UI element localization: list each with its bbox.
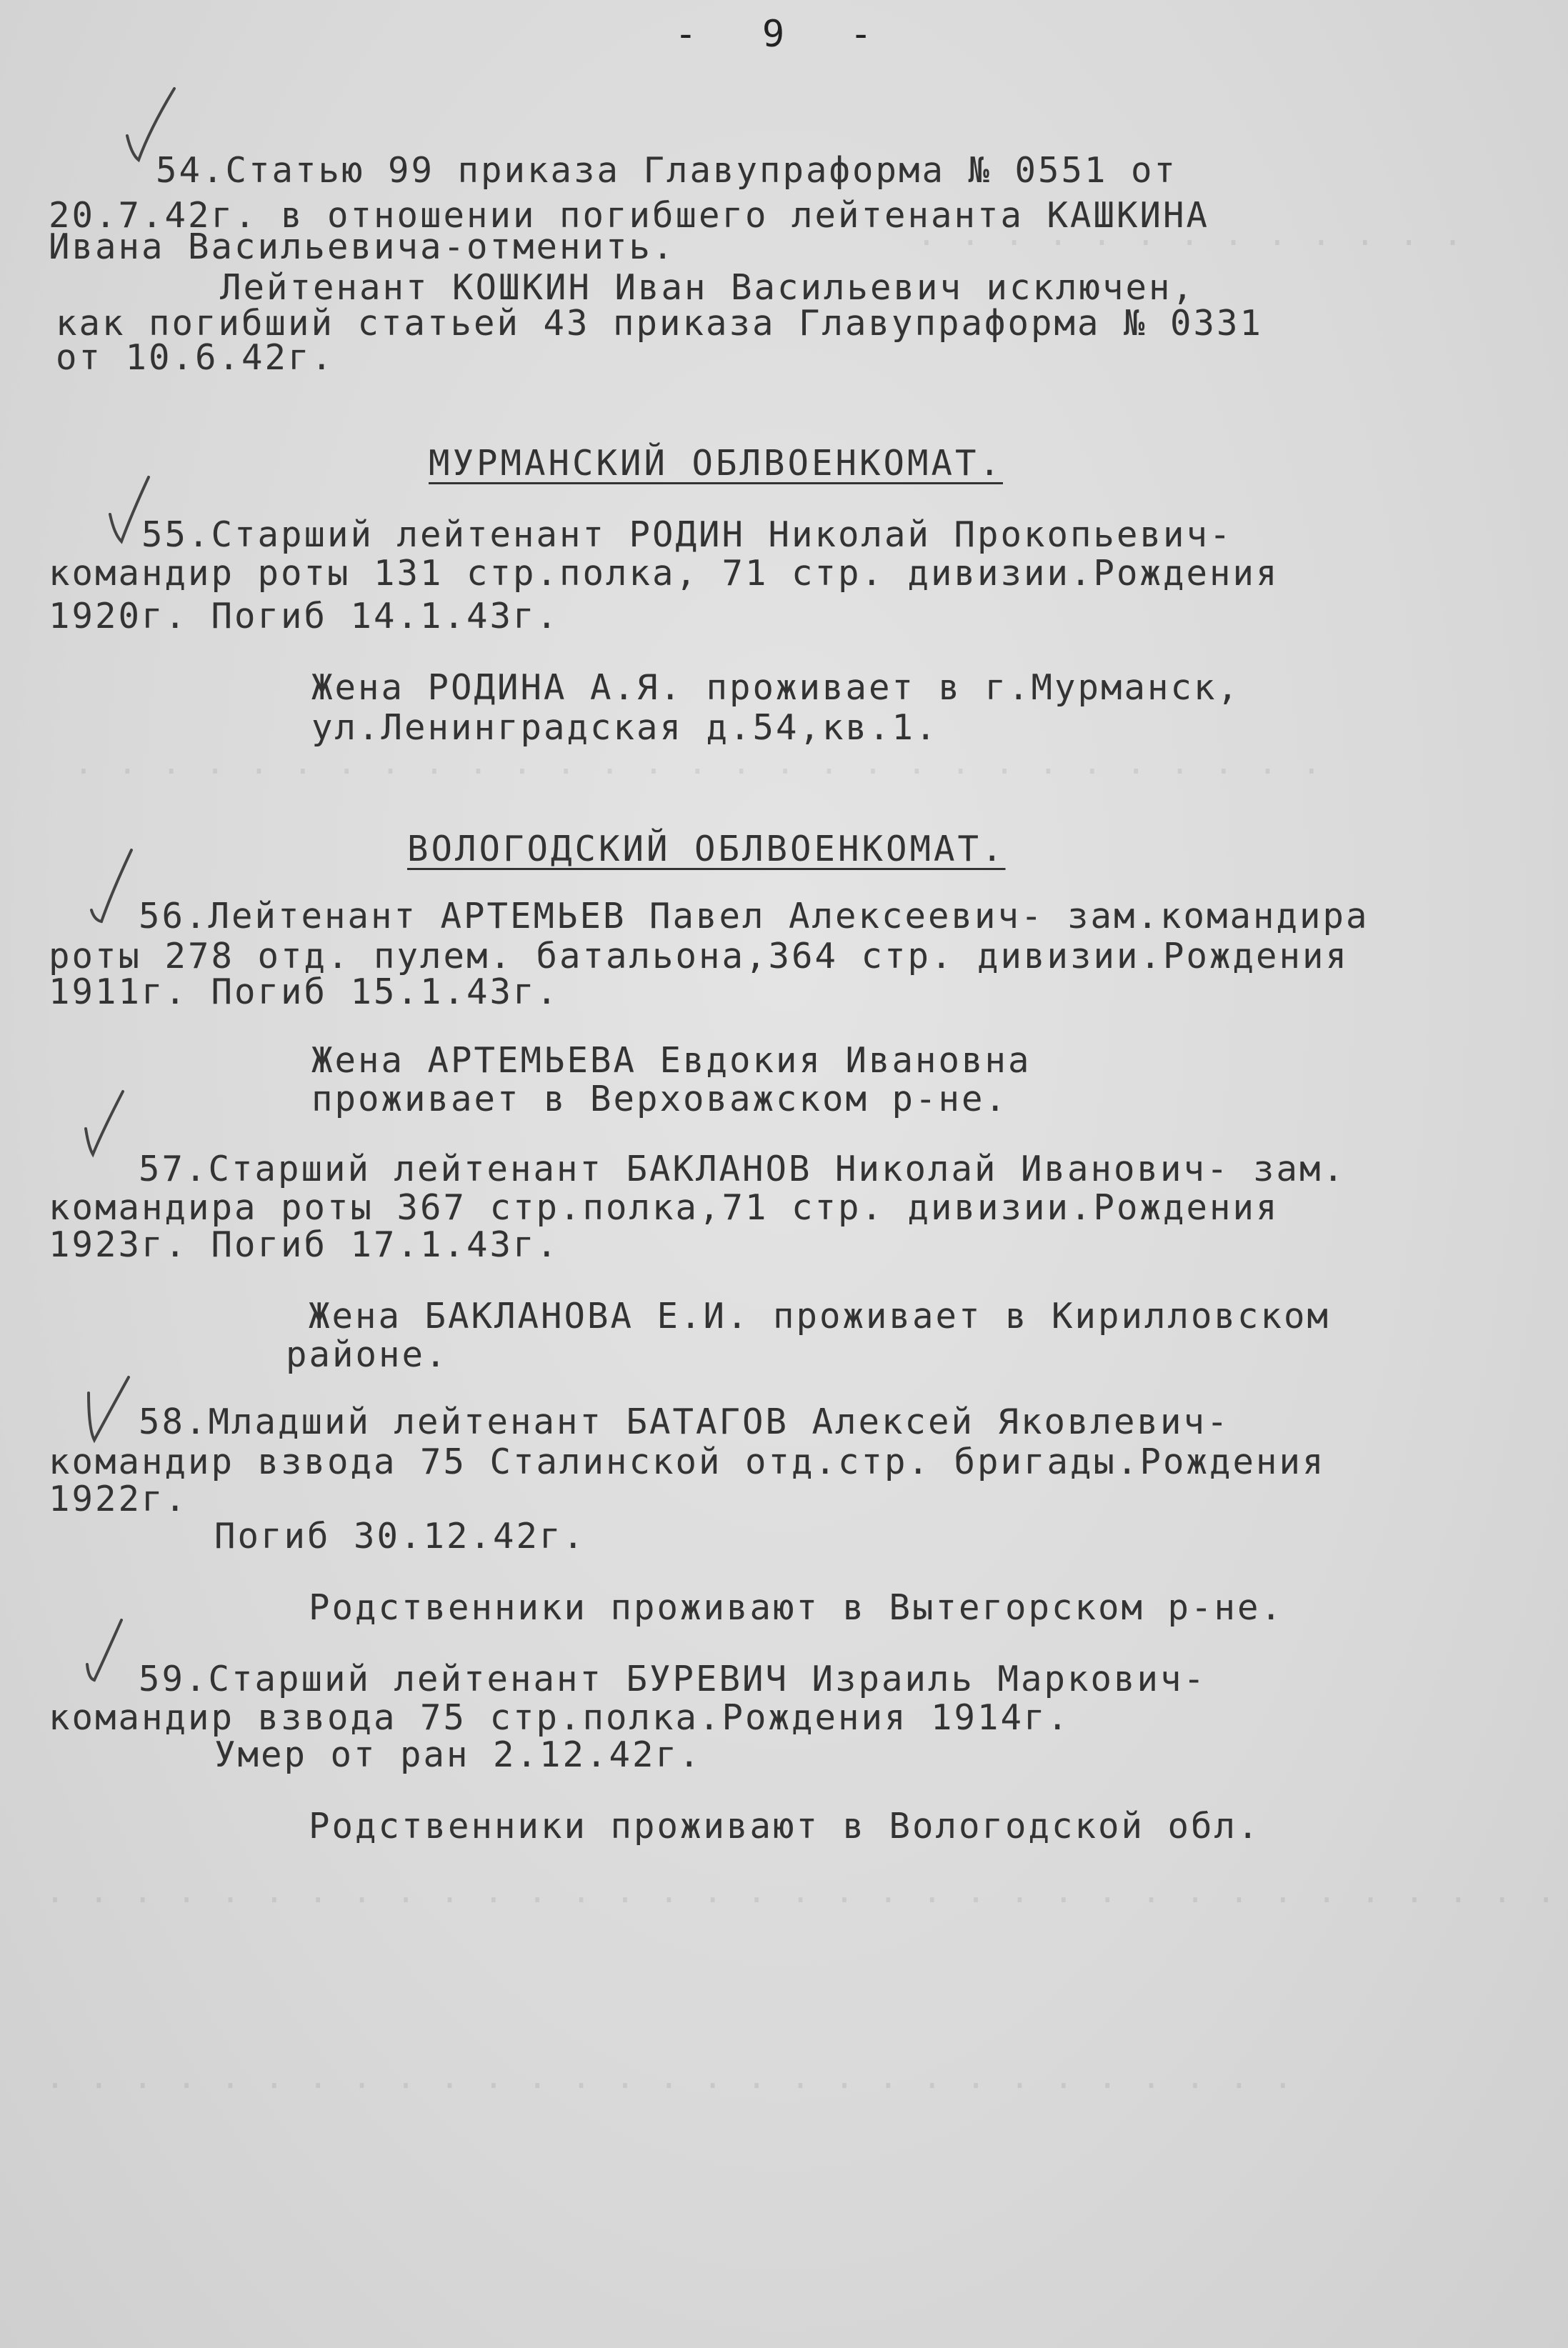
entry-58-line-3: 1922г. [49, 1479, 189, 1519]
entry-57-line-3: 1923г. Погиб 17.1.43г. [49, 1224, 560, 1265]
entry-58-line-5: Родственники проживают в Вытегорском р-не. [309, 1587, 1284, 1628]
entry-54-line-6: от 10.6.42г. [56, 337, 335, 378]
entry-56-line-2: роты 278 отд. пулем. батальона,364 стр. дивизии.Рождения [49, 936, 1349, 976]
checkmark-icon [83, 1372, 147, 1450]
page-number: - 9 - [674, 13, 894, 56]
entry-56-line-4: Жена АРТЕМЬЕВА Евдокия Ивановна [311, 1040, 1032, 1081]
entry-57-line-5: районе. [286, 1334, 449, 1375]
entry-55-line-3: 1920г. Погиб 14.1.43г. [49, 596, 560, 636]
entry-59-line-3: Умер от ран 2.12.42г. [214, 1734, 702, 1775]
entry-57-line-1: 57.Старший лейтенант БАКЛАНОВ Николай Иванович- зам. [139, 1149, 1347, 1189]
entry-58-line-1: 58.Младший лейтенант БАТАГОВ Алексей Яковлевич- [139, 1402, 1230, 1442]
checkmark-icon [79, 1086, 143, 1164]
checkmark-icon [79, 1614, 143, 1693]
section-heading-murmansk: МУРМАНСКИЙ ОБЛВОЕНКОМАТ. [429, 443, 1004, 484]
entry-56-line-3: 1911г. Погиб 15.1.43г. [49, 971, 560, 1012]
entry-59-line-1: 59.Старший лейтенант БУРЕВИЧ Израиль Маркович- [139, 1659, 1207, 1699]
entry-55-line-5: ул.Ленинградская д.54,кв.1. [311, 707, 939, 748]
entry-56-line-1: 56.Лейтенант АРТЕМЬЕВ Павел Алексеевич- зам.командира [139, 896, 1369, 936]
entry-58-line-2: командир взвода 75 Сталинской отд.стр. бригады.Рождения [49, 1442, 1326, 1482]
entry-54-line-1: 54.Статью 99 приказа Главупраформа № 0551 от [156, 150, 1178, 191]
bleed-through-decoration: . . . . . . . . . . . . . . . . . . . . . . . . . . . . . . . . . . . [43, 1872, 1556, 1910]
entry-54-line-3: Ивана Васильевича-отменить. [49, 226, 676, 267]
entry-59-line-4: Родственники проживают в Вологодской обл. [309, 1806, 1261, 1847]
entry-56-line-5: проживает в Верховажском р-не. [311, 1079, 1009, 1119]
section-heading-vologda: ВОЛОГОДСКИЙ ОБЛВОЕНКОМАТ. [407, 829, 1006, 869]
bleed-through-decoration: . . . . . . . . . . . . . [914, 214, 1463, 253]
entry-59-line-2: командир взвода 75 стр.полка.Рождения 1914г. [49, 1697, 1071, 1738]
entry-57-line-4: Жена БАКЛАНОВА Е.И. проживает в Кирилловском [309, 1296, 1331, 1337]
entry-55-line-4: Жена РОДИНА А.Я. проживает в г.Мурманск, [311, 667, 1241, 708]
entry-57-line-2: командира роты 367 стр.полка,71 стр. дивизии.Рождения [49, 1187, 1279, 1228]
entry-54-line-4: Лейтенант КОШКИН Иван Васильевич исключен, [220, 267, 1196, 308]
entry-55-line-1: 55.Старший лейтенант РОДИН Николай Прокопьевич- [141, 514, 1233, 555]
entry-58-line-4: Погиб 30.12.42г. [214, 1516, 586, 1557]
bleed-through-decoration: . . . . . . . . . . . . . . . . . . . . . . . . . . . . . [71, 743, 1322, 781]
entry-55-line-2: командир роты 131 стр.полка, 71 стр. дивизии.Рождения [49, 553, 1279, 594]
entry-54-line-2: 20.7.42г. в отношении погибшего лейтенанта КАШКИНА [49, 195, 1210, 236]
bleed-through-decoration: . . . . . . . . . . . . . . . . . . . . . . . . . . . . . [43, 2057, 1293, 2096]
entry-54-line-5: как погибший статьей 43 приказа Главупраформа № 0331 [56, 303, 1264, 344]
